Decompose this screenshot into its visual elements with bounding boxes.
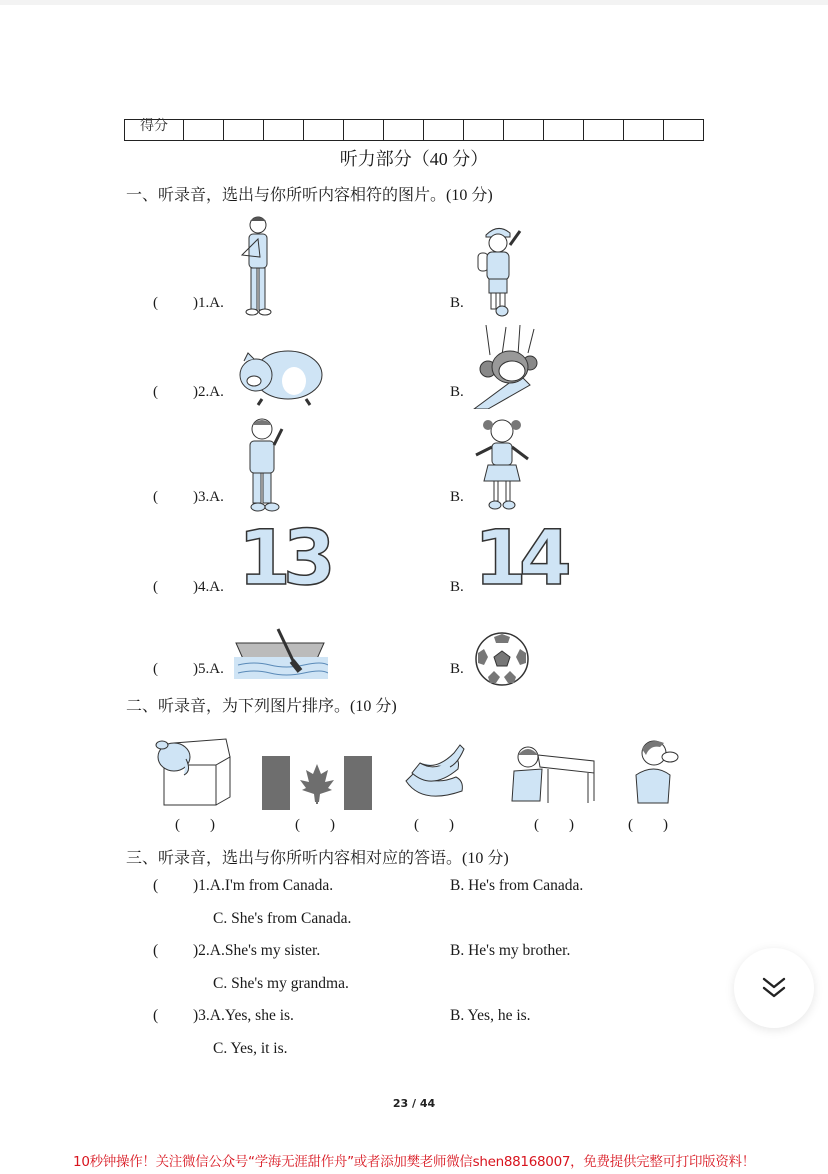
answer-paren[interactable]: ( [153,877,159,894]
man-profile-image [630,737,684,807]
option-a: )1.A.I'm from Canada. [193,877,334,894]
boy-with-backpack-image [472,223,528,319]
score-cell[interactable] [424,120,464,141]
number-14-image: 14 [474,513,564,602]
section3-title: 三、听录音，选出与你所听内容相对应的答语。(10 分) [126,850,509,867]
option-b-label: B. [450,295,464,311]
option-a: )3.A.Yes, she is. [193,1007,294,1024]
section1-title: 一、听录音，选出与你所听内容相符的图片。(10 分) [126,187,493,204]
order-blank[interactable]: ( ) [175,817,215,833]
number-13-image: 13 [238,513,328,602]
scroll-down-button[interactable] [734,948,814,1028]
option-b-label: B. [450,384,464,400]
score-cell[interactable] [464,120,504,141]
score-table [124,119,704,141]
boat-image [234,627,328,679]
score-cell[interactable] [304,120,344,141]
score-cell[interactable] [184,120,224,141]
question-label: )4.A. [193,579,224,595]
score-cell[interactable] [224,120,264,141]
canada-flag-image [262,756,372,810]
answer-paren[interactable]: ( [153,384,158,400]
score-cell[interactable] [384,120,424,141]
score-label: 得分 [125,120,184,141]
option-c: C. She's my grandma. [213,975,349,992]
score-cell[interactable] [544,120,584,141]
girl-image [472,415,532,515]
boy-waving-image [240,415,290,515]
order-blank[interactable]: ( ) [295,817,335,833]
score-cell[interactable] [264,120,304,141]
monkey-on-tree-image [472,325,546,409]
question-label: )2.A. [193,384,224,400]
answer-paren[interactable]: ( [153,1007,159,1024]
question-label: )5.A. [193,661,224,677]
option-b: B. Yes, he is. [450,1007,531,1024]
score-cell[interactable] [344,120,384,141]
bananas-image [402,743,468,809]
order-blank[interactable]: ( ) [414,817,454,833]
promo-banner: 10秒钟操作！关注微信公众号“学海无涯甜作舟”或者添加樊老师微信shen88168007，免费提供完整可打印版资料！ [73,1154,755,1170]
answer-paren[interactable]: ( [153,661,158,677]
option-b-label: B. [450,661,464,677]
dog-in-box-image [150,735,234,807]
option-b: B. He's from Canada. [450,877,584,894]
man-with-ruler-image [236,213,280,317]
score-cell[interactable] [504,120,544,141]
order-blank[interactable]: ( ) [628,817,668,833]
page-indicator: 23 / 44 [392,1097,436,1110]
score-cell[interactable] [664,120,704,141]
section2-title: 二、听录音，为下列图片排序。(10 分) [126,698,397,715]
double-chevron-down-icon [760,974,788,1002]
answer-paren[interactable]: ( [153,295,158,311]
answer-paren[interactable]: ( [153,489,158,505]
pig-image [236,345,326,407]
option-c: C. She's from Canada. [213,910,352,927]
answer-paren[interactable]: ( [153,942,159,959]
main-title: 听力部分（40 分） [339,149,489,169]
option-b-label: B. [450,489,464,505]
score-cell[interactable] [624,120,664,141]
order-blank[interactable]: ( ) [534,817,574,833]
document-page [0,5,828,1174]
soccer-ball-image [474,631,530,687]
option-b: B. He's my brother. [450,942,571,959]
answer-paren[interactable]: ( [153,579,158,595]
question-label: )3.A. [193,489,224,505]
option-a: )2.A.She's my sister. [193,942,321,959]
option-b-label: B. [450,579,464,595]
option-c: C. Yes, it is. [213,1040,288,1057]
score-cell[interactable] [584,120,624,141]
question-label: )1.A. [193,295,224,311]
boy-at-desk-image [508,743,596,807]
